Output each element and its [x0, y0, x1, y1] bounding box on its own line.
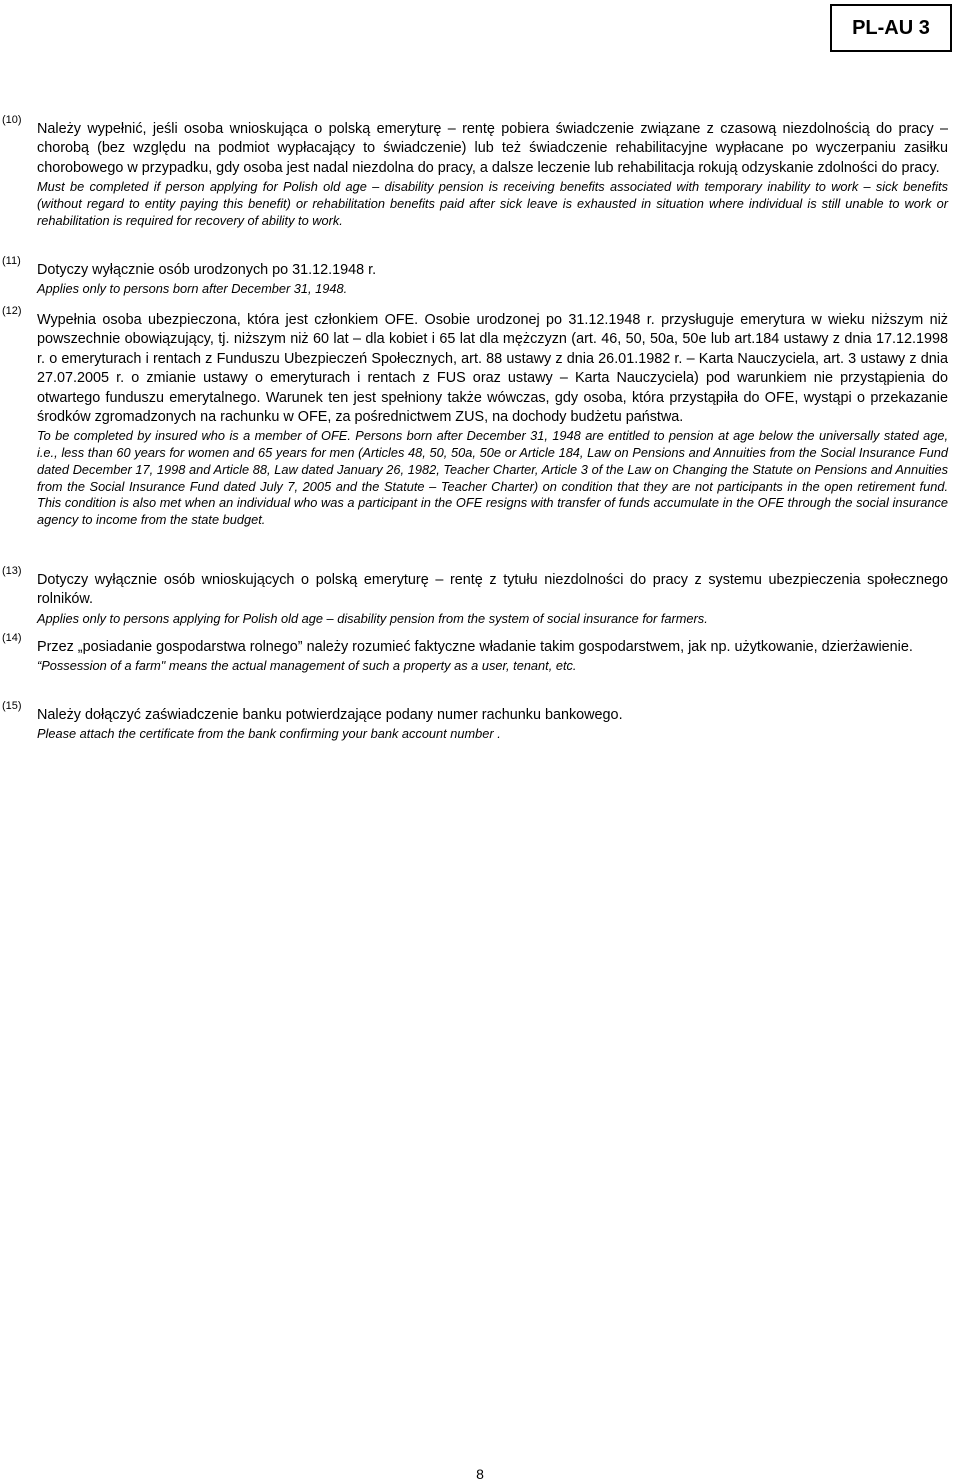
footnote-body: [37, 261, 948, 298]
form-code-label: PL-AU 3: [852, 16, 930, 39]
footnote-body: [37, 706, 948, 743]
footnote-body: [37, 120, 948, 229]
footnote-body: [37, 311, 948, 529]
footnote-text-polish: Przez „posiadanie gospodarstwa rolnego” należy rozumieć faktyczne władanie takim gospodarstwem, jak np. użytkowanie, dzierżawienie.: [37, 639, 913, 655]
footnote-text-polish: Należy dołączyć zaświadczenie banku potwierdzające podany numer rachunku bankowego.: [37, 707, 623, 723]
footnote-text-english: “Possession of a farm" means the actual management of such a property as a user, tenant, etc.: [37, 658, 577, 674]
page-number: 8: [476, 1466, 484, 1482]
footnote-body: [37, 571, 948, 628]
footnote-text-english: Please attach the certificate from the bank confirming your bank account number .: [37, 726, 501, 742]
footnote-number: (12): [2, 305, 22, 317]
footnote-number: (10): [2, 114, 22, 126]
footnote-number: (13): [2, 565, 22, 577]
footnote-body: [37, 638, 948, 675]
footnote-text-english: Applies only to persons born after December 31, 1948.: [37, 281, 348, 297]
form-code-box: [830, 4, 952, 52]
footnote-text-english: Must be completed if person applying for Polish old age – disability pension is receiving benefits associated with temporary inability to work – sick benefits (without regard to entity paying this benefit) or rehabilitation benefits paid after sick leave is exhausted in situation where individual is still unable to work or rehabilitation is required for recovery of ability to work.: [37, 179, 948, 228]
footnote-text-polish: Dotyczy wyłącznie osób urodzonych po 31.12.1948 r.: [37, 262, 377, 278]
footnote-text-english: Applies only to persons applying for Polish old age – disability pension from the system of social insurance for farmers.: [37, 610, 708, 626]
footnote-number: (11): [2, 255, 21, 267]
footnote-number: (14): [2, 632, 22, 644]
footnote-text-polish: Wypełnia osoba ubezpieczona, która jest członkiem OFE. Osobie urodzonej po 31.12.1948 r. przysługuje emerytura w wieku niższym niż powszechnie obowiązujący, tj. niższym niż 60 lat – dla kobiet i 65 lat dla mężczyzn (art. 46, 50, 50a, 50e lub art.184 ustawy z dnia 17.12.1998 r. o emeryturach i rentach z Funduszu Ubezpieczeń Społecznych, art. 88 ustawy z dnia 26.01.1982 r. – Karta Nauczyciela, art. 3 ustawy z dnia 27.07.2005 r. o zmianie ustawy o emeryturach i rentach z FUS oraz ustawy – Karta Nauczyciela) pod warunkiem nie przystąpienia do otwartego funduszu emerytalnego. Warunek ten jest spełniony także wówczas, gdy osoba, która przystąpiła do OFE, wystąpi o przekazanie środków zgromadzonych na rachunku w OFE, za pośrednictwem ZUS, na dochody budżetu państwa.: [37, 312, 948, 426]
footnote-number: (15): [2, 700, 22, 712]
footnote-text-polish: Należy wypełnić, jeśli osoba wnioskująca o polską emeryturę – rentę pobiera świadczenie związane z czasową niezdolnością do pracy – chorobą (bez względu na podmiot wypłacający to świadczenie) lub też świadczenie rehabilitacyjne wypłacane po wyczerpaniu zasiłku chorobowego w przypadku, gdy osoba jest nadal niezdolna do pracy, a dalsze leczenie lub rehabilitacja rokują odzyskanie zdolności do pracy.: [37, 121, 948, 176]
footnote-text-english: To be completed by insured who is a member of OFE. Persons born after December 31, 1948 are entitled to pension at age below the universally stated age, i.e., less than 60 years for women and 65 years for men (Articles 48, 50, 50a, 50e or Article 184, Law on Pensions and Annuities from the Social Insurance Fund dated December 17, 1998 and Article 88, Law dated January 26, 1982, Teacher Charter, Article 3 of the Law on Changing the Statute on Pensions and Annuities from the Social Insurance Fund dated July 7, 2005 and the Statute – Teacher Charter) on condition that they are not participants in the open retirement fund. This condition is also met when an individual who was a participant in the OFE resigns with transfer of funds accumulate in the OFE through the social insurance agency to income from the state budget.: [37, 428, 948, 527]
footnote-text-polish: Dotyczy wyłącznie osób wnioskujących o polską emeryturę – rentę z tytułu niezdolności do pracy z systemu ubezpieczenia społecznego rolników.: [37, 572, 948, 608]
